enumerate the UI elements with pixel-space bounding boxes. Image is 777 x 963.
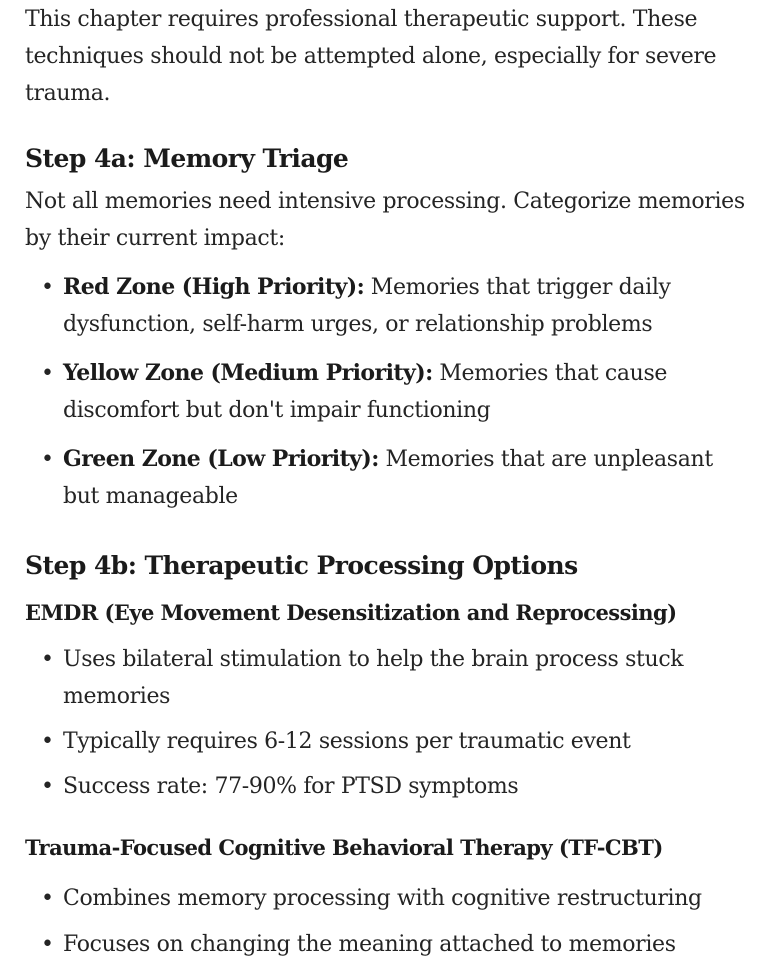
list-item-emdr-1: • Uses bilateral stimulation to help the brain process stuck memories xyxy=(25,641,755,715)
list-item-yellow-zone xyxy=(25,355,755,429)
list-item-red-zone xyxy=(25,269,755,343)
green-zone-label: Green Zone (Low Priority): xyxy=(63,446,379,472)
green-zone-text: Memories that are unpleasant but manageable xyxy=(63,447,713,509)
chapter-content xyxy=(25,0,755,963)
emdr-heading: EMDR (Eye Movement Desensitization and Reprocessing) xyxy=(25,600,677,625)
list-item-emdr-3: • Success rate: 77-90% for PTSD symptoms xyxy=(25,768,755,805)
section-step-4a xyxy=(25,142,755,515)
section-step-4b xyxy=(25,549,755,963)
tf-cbt-list xyxy=(25,880,755,963)
emdr-list xyxy=(25,641,755,805)
yellow-zone-text: Memories that cause discomfort but don't impair functioning xyxy=(63,361,668,423)
step-4a-heading: Step 4a: Memory Triage xyxy=(25,144,349,173)
yellow-zone-label: Yellow Zone (Medium Priority): xyxy=(63,360,433,386)
tf-cbt-heading: Trauma-Focused Cognitive Behavioral Therapy (TF-CBT) xyxy=(25,835,663,860)
red-zone-text: Memories that trigger daily dysfunction, self-harm urges, or relationship problems xyxy=(63,275,671,337)
list-item-emdr-2: • Typically requires 6-12 sessions per traumatic event xyxy=(25,723,755,760)
list-item-tf-cbt-2: • Focuses on changing the meaning attached to memories xyxy=(25,926,755,963)
step-4a-paragraph: Not all memories need intensive processing. Categorize memories by their current impact: xyxy=(25,189,745,251)
step-4b-heading: Step 4b: Therapeutic Processing Options xyxy=(25,551,578,580)
intro-warning-paragraph: This chapter requires professional therapeutic support. These techniques should not be attempted alone, especially for severe trauma. xyxy=(25,7,717,106)
red-zone-label: Red Zone (High Priority): xyxy=(63,274,365,300)
memory-zone-list xyxy=(25,269,755,515)
list-item-green-zone xyxy=(25,441,755,515)
list-item-tf-cbt-1: • Combines memory processing with cognitive restructuring xyxy=(25,880,755,917)
